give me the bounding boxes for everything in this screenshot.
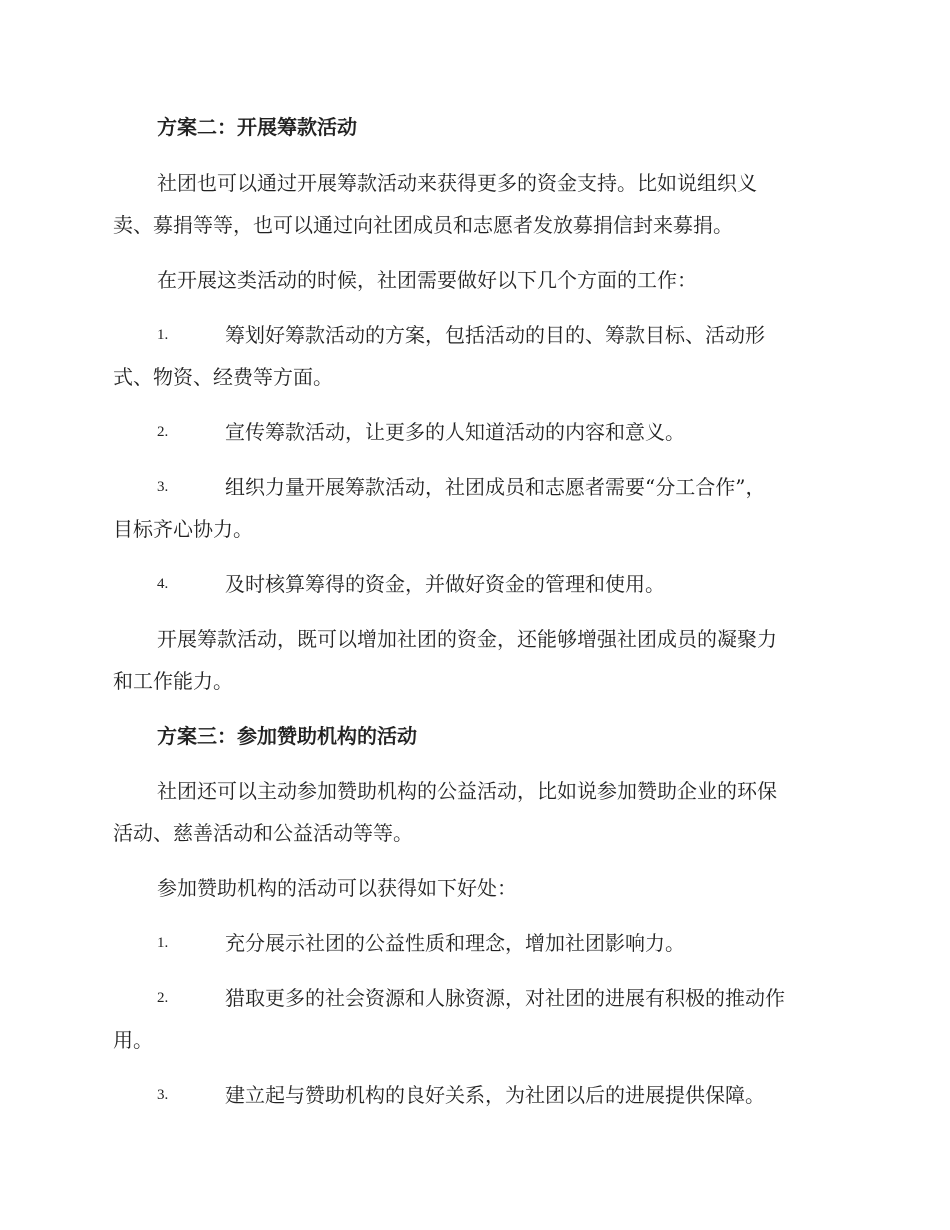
section3-paragraph2: 参加赞助机构的活动可以获得如下好处： — [157, 876, 517, 900]
section3-item2-line1: 猎取更多的社会资源和人脉资源，对社团的进展有积极的推动作 — [225, 986, 785, 1010]
section2-heading: 方案二：开展筹款活动 — [157, 115, 357, 139]
section3-item1-line1: 充分展示社团的公益性质和理念，增加社团影响力。 — [225, 931, 685, 955]
section2-item3-line2: 目标齐心协力。 — [113, 517, 253, 541]
section3-item3-line1: 建立起与赞助机构的良好关系，为社团以后的进展提供保障。 — [225, 1083, 765, 1107]
section3-paragraph1-line2: 活动、慈善活动和公益活动等等。 — [113, 821, 413, 845]
section2-item3-line1: 组织力量开展筹款活动，社团成员和志愿者需要“分工合作”， — [225, 475, 766, 499]
section2-item4-line1: 及时核算筹得的资金，并做好资金的管理和使用。 — [225, 572, 665, 596]
section2-item4-number: 4. — [157, 576, 169, 592]
section2-item1-line1: 筹划好筹款活动的方案，包括活动的目的、筹款目标、活动形 — [225, 323, 765, 347]
section3-item2-number: 2. — [157, 990, 169, 1006]
section2-conclusion-line2: 和工作能力。 — [113, 669, 233, 693]
section2-conclusion-line1: 开展筹款活动，既可以增加社团的资金，还能够增强社团成员的凝聚力 — [157, 627, 777, 651]
section3-item2-line2: 用。 — [113, 1028, 153, 1052]
section3-item1-number: 1. — [157, 935, 169, 951]
section3-heading: 方案三：参加赞助机构的活动 — [157, 724, 417, 748]
section2-paragraph1-line1: 社团也可以通过开展筹款活动来获得更多的资金支持。比如说组织义 — [157, 171, 757, 195]
section2-item1-number: 1. — [157, 327, 169, 343]
section2-item2-number: 2. — [157, 424, 169, 440]
section3-item3-number: 3. — [157, 1087, 169, 1103]
section2-item2-line1: 宣传筹款活动，让更多的人知道活动的内容和意义。 — [225, 420, 685, 444]
section2-paragraph1-line2: 卖、募捐等等，也可以通过向社团成员和志愿者发放募捐信封来募捐。 — [113, 213, 733, 237]
section2-paragraph2: 在开展这类活动的时候，社团需要做好以下几个方面的工作： — [157, 268, 697, 292]
section2-item3-number: 3. — [157, 479, 169, 495]
section2-item1-line2: 式、物资、经费等方面。 — [113, 365, 333, 389]
section3-paragraph1-line1: 社团还可以主动参加赞助机构的公益活动，比如说参加赞助企业的环保 — [157, 779, 777, 803]
